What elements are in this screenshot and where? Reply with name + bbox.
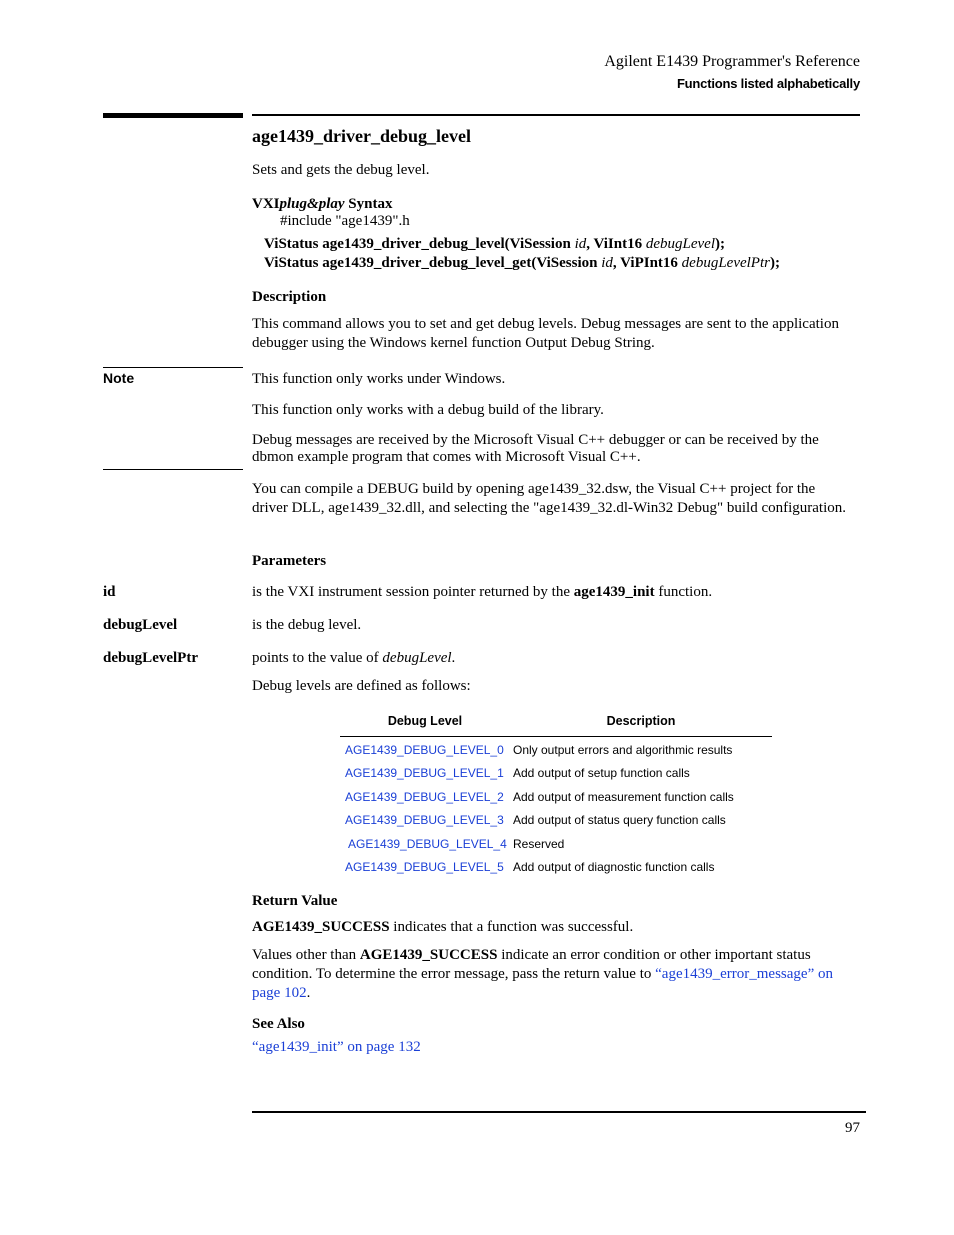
levels-intro: Debug levels are defined as follows:	[252, 678, 471, 694]
note-label: Note	[103, 370, 135, 386]
include-line: #include "age1439".h	[280, 213, 410, 229]
param-name-debuglevel: debugLevel	[103, 617, 178, 633]
param-desc-id: is the VXI instrument session pointer returned by the age1439_init function.	[252, 584, 713, 600]
debug-level-description: Add output of measurement function calls	[513, 790, 734, 804]
table-row	[340, 856, 772, 878]
table-row	[340, 833, 772, 855]
debug-level-description: Add output of setup function calls	[513, 766, 690, 780]
table-row	[340, 762, 772, 784]
init-link[interactable]: “age1439_init” on page 132	[252, 1039, 421, 1055]
debug-level-description: Add output of diagnostic function calls	[513, 860, 715, 874]
debug-level-code: AGE1439_DEBUG_LEVEL_1	[345, 766, 504, 780]
return-value-heading: Return Value	[252, 893, 338, 909]
summary-text: Sets and gets the debug level.	[252, 162, 430, 178]
table-header-rule	[340, 736, 772, 737]
param-desc-debuglevel: is the debug level.	[252, 617, 362, 633]
error-message-link[interactable]: “age1439_error_message” on page 102	[252, 966, 833, 1001]
table-header-description: Description	[606, 714, 676, 728]
syntax-heading: VXIplug&play Syntax	[252, 196, 393, 212]
debug-level-description: Only output errors and algorithmic results	[513, 743, 733, 757]
see-also-heading: See Also	[252, 1016, 305, 1032]
note-text-2: This function only works with a debug build of the library.	[252, 402, 604, 418]
table-row	[340, 809, 772, 831]
table-row	[340, 739, 772, 761]
syntax-line-set: ViStatus age1439_driver_debug_level(ViSession id, ViInt16 debugLevel);	[264, 236, 725, 252]
description-text: This command allows you to set and get debug levels. Debug messages are sent to the application debugger using the Windows kernel function Output Debug String.	[252, 316, 839, 351]
note-bottom-rule	[103, 469, 243, 470]
table-row	[340, 786, 772, 808]
footer-rule	[252, 1111, 866, 1113]
book-title: Agilent E1439 Programmer's Reference	[604, 53, 860, 70]
parameters-heading: Parameters	[252, 553, 327, 569]
debug-level-code: AGE1439_DEBUG_LEVEL_4	[348, 837, 507, 851]
table-header-debug-level: Debug Level	[387, 714, 463, 728]
debug-level-code: AGE1439_DEBUG_LEVEL_0	[345, 743, 504, 757]
page-number: 97	[845, 1120, 860, 1136]
param-desc-debuglevelptr: points to the value of debugLevel.	[252, 650, 456, 666]
section-title: Functions listed alphabetically	[676, 76, 860, 91]
debug-level-table	[340, 712, 772, 882]
compile-text: You can compile a DEBUG build by opening age1439_32.dsw, the Visual C++ project for the driver DLL, age1439_32.dll, and selecting the "age1439_32.dl-Win32 Debug" build configuration.	[252, 481, 847, 516]
param-name-id: id	[103, 584, 116, 600]
syntax-line-get: ViStatus age1439_driver_debug_level_get(ViSession id, ViPInt16 debugLevelPtr);	[264, 255, 780, 271]
description-heading: Description	[252, 289, 327, 305]
note-text-1: This function only works under Windows.	[252, 371, 506, 387]
left-thick-rule	[103, 113, 243, 118]
note-top-rule	[103, 367, 243, 368]
return-value-other: Values other than AGE1439_SUCCESS indicate an error condition or other important status condition. To determine the error message, pass the return value to “age1439_error_message” on page 102.	[252, 947, 833, 1001]
function-title: age1439_driver_debug_level	[252, 126, 471, 146]
return-value-success: AGE1439_SUCCESS indicates that a function was successful.	[252, 919, 634, 935]
note-text-3: Debug messages are received by the Microsoft Visual C++ debugger or can be received by the dbmon example program that comes with Microsoft Visual C++.	[252, 432, 819, 465]
debug-level-description: Reserved	[513, 837, 565, 851]
debug-level-description: Add output of status query function calls	[513, 813, 726, 827]
debug-level-code: AGE1439_DEBUG_LEVEL_2	[345, 790, 504, 804]
debug-level-code: AGE1439_DEBUG_LEVEL_5	[345, 860, 504, 874]
param-name-debuglevelptr: debugLevelPtr	[103, 650, 198, 666]
top-rule	[252, 114, 860, 116]
debug-level-code: AGE1439_DEBUG_LEVEL_3	[345, 813, 504, 827]
